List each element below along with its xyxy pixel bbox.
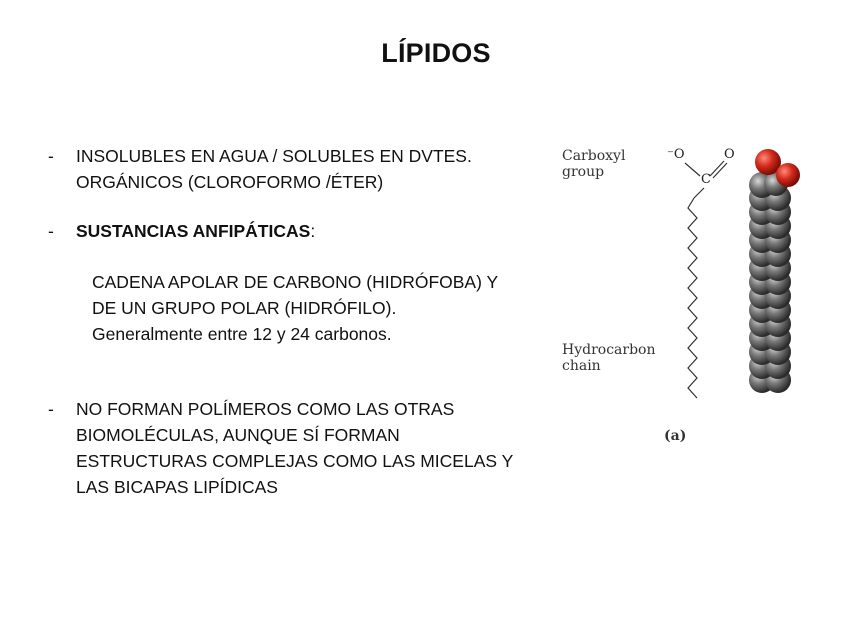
panel-label: (a) <box>664 428 687 444</box>
bond-line <box>694 188 704 198</box>
oxygen-atom <box>776 163 800 187</box>
bullet-bold-text: SUSTANCIAS ANFIPÁTICAS <box>76 221 311 241</box>
bullet-text: NO FORMAN POLÍMEROS COMO LAS OTRAS BIOMOLÉCULAS, AUNQUE SÍ FORMAN ESTRUCTURAS COMPLEJAS COMO LAS MICELAS Y LAS BICAPAS LIPÍDICAS <box>76 399 514 497</box>
slide-title: LÍPIDOS <box>381 38 491 68</box>
carbon-label: C <box>701 172 711 187</box>
fatty-acid-svg <box>548 130 818 460</box>
bond-line <box>685 163 700 176</box>
bullet-amphipathic <box>48 218 508 244</box>
bullet-dash: - <box>48 221 54 241</box>
sub-paragraph: CADENA APOLAR DE CARBONO (HIDRÓFOBA) Y DE UN GRUPO POLAR (HIDRÓFILO). Generalmente entre 12 y 24 carbonos. <box>92 272 499 344</box>
bullet-text: INSOLUBLES EN AGUA / SOLUBLES EN DVTES. ORGÁNICOS (CLOROFORMO /ÉTER) <box>76 146 472 192</box>
hydrocarbon-chain-label: Hydrocarbon chain <box>562 342 656 374</box>
carboxyl-group-label: Carboxyl group <box>562 148 626 180</box>
bullet-dash: - <box>48 399 54 419</box>
bullet-suffix: : <box>310 221 316 241</box>
oxygen-label: O <box>724 147 735 162</box>
bullet-polymers <box>48 396 518 500</box>
fatty-acid-figure <box>548 130 818 460</box>
hydrocarbon-zigzag <box>688 198 697 398</box>
bullet-dash: - <box>48 146 54 166</box>
oxygen-minus-label: ⁻O <box>667 147 685 162</box>
space-filling-model <box>749 149 800 393</box>
bullet-solubility <box>48 143 508 195</box>
